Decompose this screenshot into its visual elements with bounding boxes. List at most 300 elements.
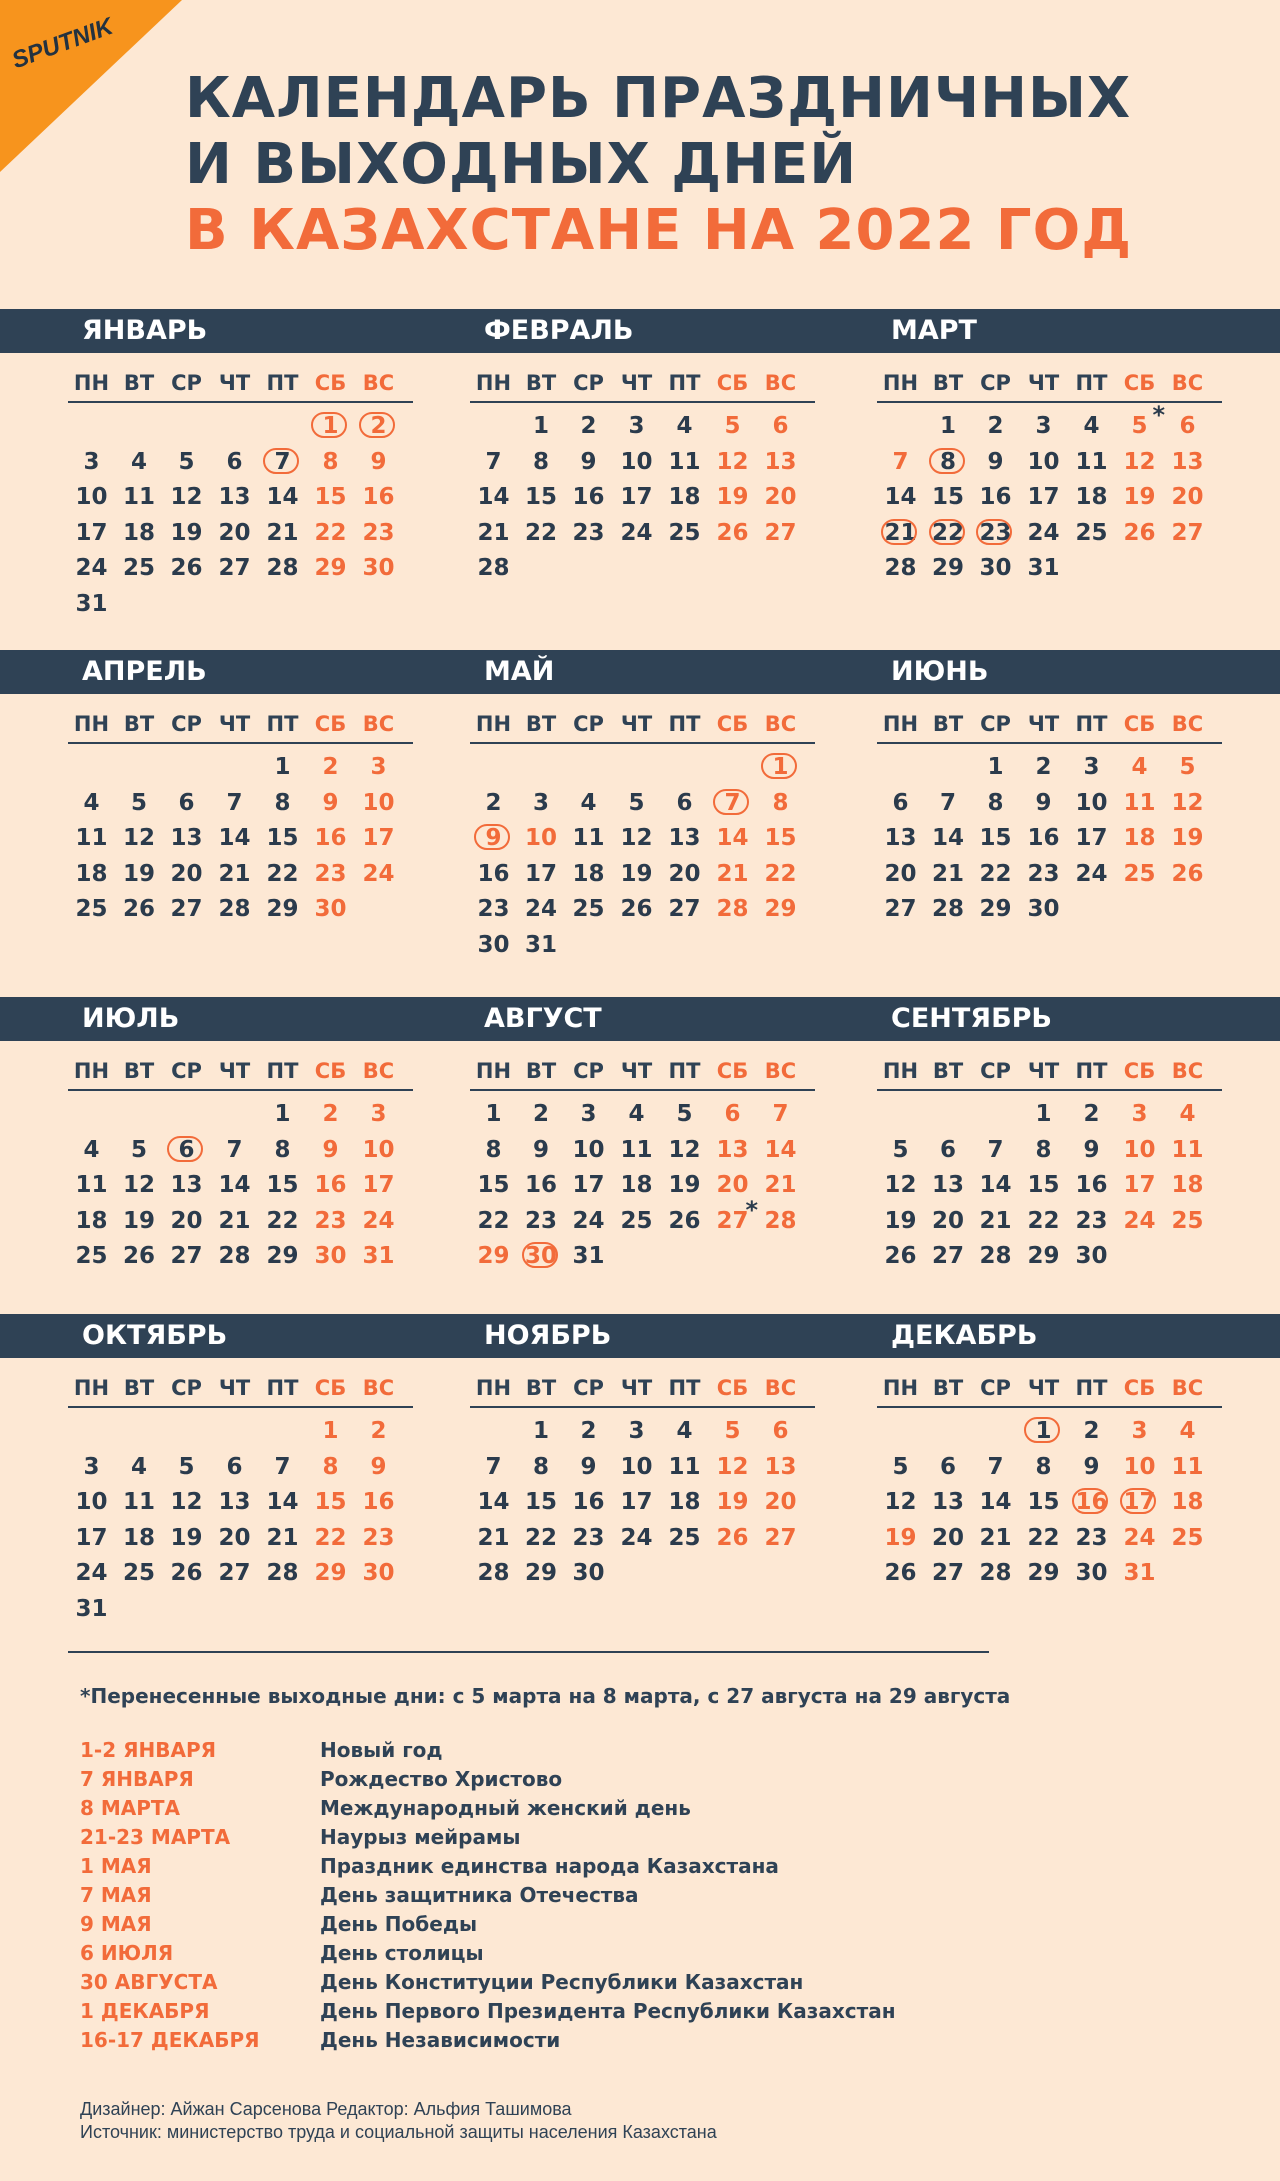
calendar-day: 15: [266, 1172, 299, 1198]
calendar-day: 29: [314, 1560, 347, 1586]
calendar-day: 18: [1171, 1489, 1204, 1515]
calendar-day: 4: [628, 1101, 645, 1127]
calendar-day: 4: [130, 1453, 147, 1480]
calendar-day: 18: [668, 484, 701, 510]
calendar-day: 19: [122, 860, 155, 887]
calendar-day: 14: [764, 1136, 797, 1163]
calendar-day: 28: [218, 896, 251, 922]
month-name: МАРТ: [891, 315, 977, 346]
calendar-day: 6: [1179, 413, 1196, 439]
calendar-day: 14: [218, 1172, 251, 1198]
holiday-day: 22: [925, 516, 972, 550]
holiday-day: 17: [1116, 1485, 1163, 1519]
weekday-header: [877, 708, 1222, 744]
holiday-day: 1: [1020, 1414, 1067, 1448]
weekday-header: [68, 1055, 413, 1091]
calendar-day: 27: [1171, 519, 1204, 546]
calendar-day: 1: [532, 413, 549, 439]
calendar-day: 21: [266, 519, 299, 546]
calendar-day: 14: [884, 484, 917, 510]
calendar-day: 4: [83, 1136, 100, 1163]
calendar-day: 10: [620, 1453, 653, 1480]
weekday-label: СБ: [716, 1376, 749, 1400]
weekday-label: ПТ: [1075, 712, 1108, 736]
divider: [68, 1651, 989, 1653]
calendar-day: 16: [572, 1489, 605, 1515]
calendar-day: 13: [170, 1172, 203, 1198]
calendar-day: 11: [1123, 789, 1156, 816]
weekday-label: ВС: [1171, 371, 1204, 395]
calendar-day: 13: [931, 1172, 964, 1198]
calendar-day: 23: [362, 1524, 395, 1551]
calendar-day: 18: [122, 1524, 155, 1551]
calendar-day: 1: [485, 1101, 502, 1127]
weekday-label: ЧТ: [620, 712, 653, 736]
calendar-day: 21: [979, 1207, 1012, 1234]
calendar-day: 23: [1027, 860, 1060, 887]
calendar-day: 22: [764, 860, 797, 887]
weekday-label: ПН: [882, 712, 919, 736]
weekday-label: СБ: [314, 1376, 347, 1400]
calendar-day: 22: [314, 519, 347, 546]
weekday-label: ВС: [764, 371, 797, 395]
calendar-day: 31: [524, 931, 557, 958]
calendar-day: 19: [1171, 825, 1204, 851]
weekday-label: ЧТ: [218, 371, 251, 395]
calendar-day: 21: [764, 1172, 797, 1198]
calendar-day: 8: [532, 448, 549, 475]
calendar-day: 15: [314, 1489, 347, 1515]
calendar-day: 26: [716, 1524, 749, 1551]
weekday-header: [68, 367, 413, 403]
calendar-day: 6: [226, 1453, 243, 1480]
calendar-day: 5: [892, 1453, 909, 1480]
calendar-day: 15: [266, 825, 299, 851]
weekday-label: ПН: [475, 1059, 512, 1083]
weekday-header: [470, 1055, 815, 1091]
calendar-day: 10: [1123, 1136, 1156, 1163]
calendar-day: 23: [572, 519, 605, 546]
calendar-day: 17: [362, 825, 395, 851]
calendar-day: 13: [716, 1136, 749, 1163]
calendar-day: 1: [987, 754, 1004, 780]
calendar-day: 9: [322, 1136, 339, 1163]
weekday-label: ПТ: [668, 712, 701, 736]
calendar-day: 13: [884, 825, 917, 851]
calendar-day: 10: [75, 1489, 108, 1515]
calendar-day: 4: [676, 413, 693, 439]
calendar-day: 25: [620, 1207, 653, 1234]
month-name: НОЯБРЬ: [484, 1320, 612, 1351]
calendar-day: 31: [1027, 555, 1060, 581]
calendar-day: 11: [620, 1136, 653, 1163]
list-item: [80, 1881, 1180, 1910]
calendar-day: 29: [314, 555, 347, 581]
calendar-day: 2: [370, 1418, 387, 1444]
weekday-label: ПН: [882, 1376, 919, 1400]
calendar-day: 23: [572, 1524, 605, 1551]
calendar-day: 26: [884, 1243, 917, 1269]
calendar-day: 3: [628, 1418, 645, 1444]
holiday-day: 9: [470, 821, 517, 855]
calendar-day: 13: [218, 1489, 251, 1515]
weekday-label: ПН: [882, 371, 919, 395]
calendar-day: 26: [170, 1560, 203, 1586]
title-line-2: И ВЫХОДНЫХ ДНЕЙ: [185, 132, 858, 197]
calendar-day: 25: [75, 896, 108, 922]
calendar-day: 8: [322, 448, 339, 475]
calendar-day: 17: [1075, 825, 1108, 851]
calendar-day: 21: [266, 1524, 299, 1551]
calendar-day: 13: [1171, 448, 1204, 475]
month-name: ДЕКАБРЬ: [891, 1320, 1038, 1351]
calendar-day: 3: [532, 789, 549, 816]
weekday-label: ВС: [764, 1376, 797, 1400]
holiday-name: День защитника Отечества: [320, 1883, 639, 1907]
calendar-day: 27: [764, 1524, 797, 1551]
weekday-label: СР: [573, 1059, 604, 1083]
calendar-day: 28: [764, 1207, 797, 1234]
month-name: МАЙ: [484, 656, 555, 687]
calendar-day: 16: [362, 484, 395, 510]
list-item: [80, 1823, 1180, 1852]
calendar-day: 12: [170, 1489, 203, 1515]
holiday-name: День Победы: [320, 1912, 478, 1936]
month-name: ФЕВРАЛЬ: [484, 315, 634, 346]
list-item: [80, 1968, 1180, 1997]
calendar-day: 26: [716, 519, 749, 546]
calendar-day: 11: [668, 448, 701, 475]
calendar-day: 30: [362, 555, 395, 581]
calendar-day: 4: [1131, 754, 1148, 780]
calendar-day: 9: [322, 789, 339, 816]
calendar-day: 18: [572, 860, 605, 887]
weekday-label: ВТ: [123, 371, 155, 395]
calendar-day: 14: [979, 1489, 1012, 1515]
weekday-label: ПТ: [266, 1376, 299, 1400]
calendar-day: 14: [931, 825, 964, 851]
weekday-label: ВТ: [123, 712, 155, 736]
calendar-day: 26: [122, 896, 155, 922]
calendar-day: 16: [362, 1489, 395, 1515]
weekday-label: ЧТ: [218, 712, 251, 736]
calendar-day: 28: [716, 896, 749, 922]
credits-line-2: Источник: министерство труда и социальной защиты населения Казахстана: [80, 2122, 717, 2142]
holiday-date: 30 АВГУСТА: [80, 1970, 218, 1994]
calendar-day: 27: [931, 1560, 964, 1586]
weekday-label: СБ: [716, 712, 749, 736]
calendar-day: 22: [477, 1207, 510, 1234]
holiday-name: День Независимости: [320, 2028, 561, 2052]
holiday-day: 7: [259, 445, 306, 479]
weekday-label: ПН: [73, 712, 110, 736]
calendar-day: 3: [83, 1453, 100, 1480]
weekday-label: ПН: [475, 712, 512, 736]
weekday-label: ПТ: [668, 1059, 701, 1083]
weekday-header: [68, 708, 413, 744]
holiday-date: 8 МАРТА: [80, 1796, 181, 1820]
weekday-header: [877, 367, 1222, 403]
calendar-day: 27: [218, 1560, 251, 1586]
calendar-day: 24: [1123, 1524, 1156, 1551]
month-name: ЯНВАРЬ: [82, 315, 208, 346]
month-name: ИЮЛЬ: [82, 1003, 180, 1034]
calendar-day: 22: [524, 1524, 557, 1551]
calendar-day: 23: [1075, 1207, 1108, 1234]
calendar-day: 19: [170, 1524, 203, 1551]
calendar-day: 13: [218, 484, 251, 510]
calendar-day: 16: [572, 484, 605, 510]
calendar-day: 19: [620, 860, 653, 887]
weekday-label: ВТ: [932, 1376, 964, 1400]
weekday-label: ЧТ: [218, 1059, 251, 1083]
weekday-label: ВТ: [932, 712, 964, 736]
calendar-day: 31: [362, 1243, 395, 1269]
calendar-day: 4: [1179, 1418, 1196, 1444]
calendar-day: 28: [477, 555, 510, 581]
calendar-day: 21: [218, 1207, 251, 1234]
weekday-label: ПН: [475, 1376, 512, 1400]
list-item: [80, 1736, 1180, 1765]
weekday-label: ВТ: [123, 1376, 155, 1400]
calendar-day: 20: [884, 860, 917, 887]
calendar-day: 8: [274, 789, 291, 816]
calendar-day: 29: [979, 896, 1012, 922]
calendar-day: 23: [314, 860, 347, 887]
calendar-day: 5: [130, 1136, 147, 1163]
calendar-day: 24: [75, 1560, 108, 1586]
calendar-day: 16: [1027, 825, 1060, 851]
calendar-day: 29: [1027, 1243, 1060, 1269]
calendar-day: 8: [1035, 1453, 1052, 1480]
calendar-day: 19: [884, 1207, 917, 1234]
calendar-day: 4: [83, 789, 100, 816]
calendar-day: 28: [266, 555, 299, 581]
calendar-day: 6: [178, 789, 195, 816]
holiday-date: 1 ДЕКАБРЯ: [80, 1999, 210, 2023]
weekday-label: СБ: [1123, 1059, 1156, 1083]
calendar-day: 1: [532, 1418, 549, 1444]
calendar-day: 10: [362, 1136, 395, 1163]
calendar-day: 24: [620, 519, 653, 546]
calendar-day: 14: [266, 484, 299, 510]
holiday-day: 1: [307, 409, 354, 443]
calendar-day: 3: [370, 754, 387, 780]
calendar-day: 21: [218, 860, 251, 887]
weekday-label: ПТ: [668, 371, 701, 395]
holiday-list: [80, 1736, 1180, 2055]
calendar-day: 5: [724, 1418, 741, 1444]
calendar-day: 25: [122, 555, 155, 581]
calendar-day: 12: [122, 825, 155, 851]
holiday-day: 2: [355, 409, 402, 443]
calendar-day: 25: [75, 1243, 108, 1269]
logo-text: SPUTNIK: [8, 12, 117, 75]
holiday-name: Международный женский день: [320, 1796, 691, 1820]
holiday-date: 6 ИЮЛЯ: [80, 1941, 174, 1965]
calendar-day: 10: [572, 1136, 605, 1163]
weekday-label: ВТ: [525, 1059, 557, 1083]
holiday-name: Рождество Христово: [320, 1767, 563, 1791]
weekday-label: СР: [980, 1059, 1011, 1083]
calendar-day: 26: [668, 1207, 701, 1234]
weekday-label: ВТ: [525, 371, 557, 395]
holiday-date: 16-17 ДЕКАБРЯ: [80, 2028, 260, 2052]
calendar-day: 17: [524, 860, 557, 887]
holiday-name: День Первого Президента Республики Казахстан: [320, 1999, 896, 2023]
calendar-day: 17: [1027, 484, 1060, 510]
calendar-day: 27 *: [716, 1195, 758, 1234]
calendar-day: 31: [75, 590, 108, 617]
calendar-day: 10: [75, 484, 108, 510]
calendar-day: 11: [75, 825, 108, 851]
calendar-day: 6: [772, 413, 789, 439]
calendar-day: 23: [314, 1207, 347, 1234]
calendar-day: 30: [979, 555, 1012, 581]
calendar-day: 17: [572, 1172, 605, 1198]
calendar-day: 11: [1171, 1136, 1204, 1163]
calendar-day: 18: [1171, 1172, 1204, 1198]
calendar-day: 15: [931, 484, 964, 510]
calendar-day: 27: [668, 896, 701, 922]
calendar-day: 25: [122, 1560, 155, 1586]
calendar-day: 14: [979, 1172, 1012, 1198]
weekday-label: ВС: [1171, 1059, 1204, 1083]
calendar-day: 27: [170, 896, 203, 922]
calendar-day: 27: [884, 896, 917, 922]
calendar-day: 12: [620, 825, 653, 851]
weekday-label: ПТ: [1075, 371, 1108, 395]
calendar-day: 2: [322, 754, 339, 780]
calendar-day: 28: [218, 1243, 251, 1269]
calendar-day: 11: [1171, 1453, 1204, 1480]
calendar-day: 29: [266, 896, 299, 922]
calendar-day: 30: [314, 1243, 347, 1269]
weekday-header: [470, 708, 815, 744]
calendar-day: 22: [1027, 1207, 1060, 1234]
calendar-day: 24: [1075, 860, 1108, 887]
calendar-day: 21: [716, 860, 749, 887]
calendar-day: 28: [266, 1560, 299, 1586]
month-name: СЕНТЯБРЬ: [891, 1003, 1053, 1034]
weekday-label: СР: [171, 1376, 202, 1400]
weekday-label: ВС: [362, 1376, 395, 1400]
weekday-label: СР: [171, 371, 202, 395]
calendar-day: 1: [322, 1418, 339, 1444]
weekday-label: ВС: [1171, 712, 1204, 736]
calendar-day: 31: [572, 1243, 605, 1269]
calendar-day: 28: [979, 1243, 1012, 1269]
calendar-day: 14: [218, 825, 251, 851]
calendar-day: 2: [322, 1101, 339, 1127]
calendar-day: 10: [362, 789, 395, 816]
holiday-day: 1: [757, 750, 804, 784]
calendar-day: 26: [884, 1560, 917, 1586]
calendar-day: 7: [226, 789, 243, 816]
calendar-day: 18: [122, 519, 155, 546]
calendar-day: 20: [218, 519, 251, 546]
calendar-day: 4: [1083, 413, 1100, 439]
calendar-day: 11: [75, 1172, 108, 1198]
calendar-day: 15: [1027, 1172, 1060, 1198]
weekday-label: СР: [573, 712, 604, 736]
calendar-day: 28: [477, 1560, 510, 1586]
weekday-label: СР: [980, 371, 1011, 395]
weekday-label: ЧТ: [620, 371, 653, 395]
calendar-day: 20: [764, 484, 797, 510]
calendar-day: 7: [939, 789, 956, 816]
calendar-day: 25: [668, 1524, 701, 1551]
calendar-day: 22: [266, 1207, 299, 1234]
weekday-label: ПТ: [1075, 1376, 1108, 1400]
calendar-day: 20: [764, 1489, 797, 1515]
weekday-label: ПТ: [1075, 1059, 1108, 1083]
calendar-day: 19: [170, 519, 203, 546]
sputnik-logo: [0, 0, 182, 172]
weekday-label: ПН: [475, 371, 512, 395]
weekday-label: ВС: [362, 371, 395, 395]
weekday-header: [877, 1055, 1222, 1091]
calendar-day: 8: [532, 1453, 549, 1480]
calendar-day: 20: [931, 1207, 964, 1234]
calendar-day: 10: [1027, 448, 1060, 475]
calendar-day: 21: [979, 1524, 1012, 1551]
calendar-day: 16: [314, 1172, 347, 1198]
calendar-day: 30: [1075, 1243, 1108, 1269]
calendar-day: 24: [1123, 1207, 1156, 1234]
calendar-day: 8: [1035, 1136, 1052, 1163]
calendar-day: 2: [1035, 754, 1052, 780]
calendar-day: 7: [772, 1101, 789, 1127]
calendar-day: 6: [772, 1418, 789, 1444]
calendar-day: 16: [524, 1172, 557, 1198]
calendar-day: 28: [931, 896, 964, 922]
calendar-day: 26: [1123, 519, 1156, 546]
calendar-day: 30: [314, 896, 347, 922]
calendar-day: 26: [170, 555, 203, 581]
holiday-name: День Конституции Республики Казахстан: [320, 1970, 804, 1994]
calendar-day: 22: [979, 860, 1012, 887]
weekday-header: [877, 1372, 1222, 1408]
list-item: [80, 1794, 1180, 1823]
calendar-day: 5: [130, 789, 147, 816]
calendar-day: 24: [524, 896, 557, 922]
calendar-day: 6: [226, 448, 243, 475]
holiday-date: 1 МАЯ: [80, 1854, 152, 1878]
holiday-day: 30: [518, 1239, 565, 1273]
calendar-day: 7: [987, 1136, 1004, 1163]
weekday-label: ПН: [882, 1059, 919, 1083]
calendar-day: 7: [485, 1453, 502, 1480]
title-line-1: КАЛЕНДАРЬ ПРАЗДНИЧНЫХ: [185, 66, 1132, 131]
calendar-day: 24: [75, 555, 108, 581]
calendar-day: 3: [83, 448, 100, 475]
weekday-header: [68, 1372, 413, 1408]
weekday-label: ВС: [362, 712, 395, 736]
weekday-label: ВТ: [525, 1376, 557, 1400]
weekday-label: ВТ: [525, 712, 557, 736]
weekday-label: СР: [980, 1376, 1011, 1400]
calendar-day: 20: [170, 860, 203, 887]
weekday-label: ПТ: [266, 371, 299, 395]
weekday-label: ЧТ: [1027, 712, 1060, 736]
calendar-day: 29: [266, 1243, 299, 1269]
weekday-label: ВТ: [932, 1059, 964, 1083]
calendar-day: 5: [628, 789, 645, 816]
weekday-label: СР: [980, 712, 1011, 736]
calendar-day: 2: [580, 1418, 597, 1444]
holiday-day: 6: [163, 1133, 210, 1167]
